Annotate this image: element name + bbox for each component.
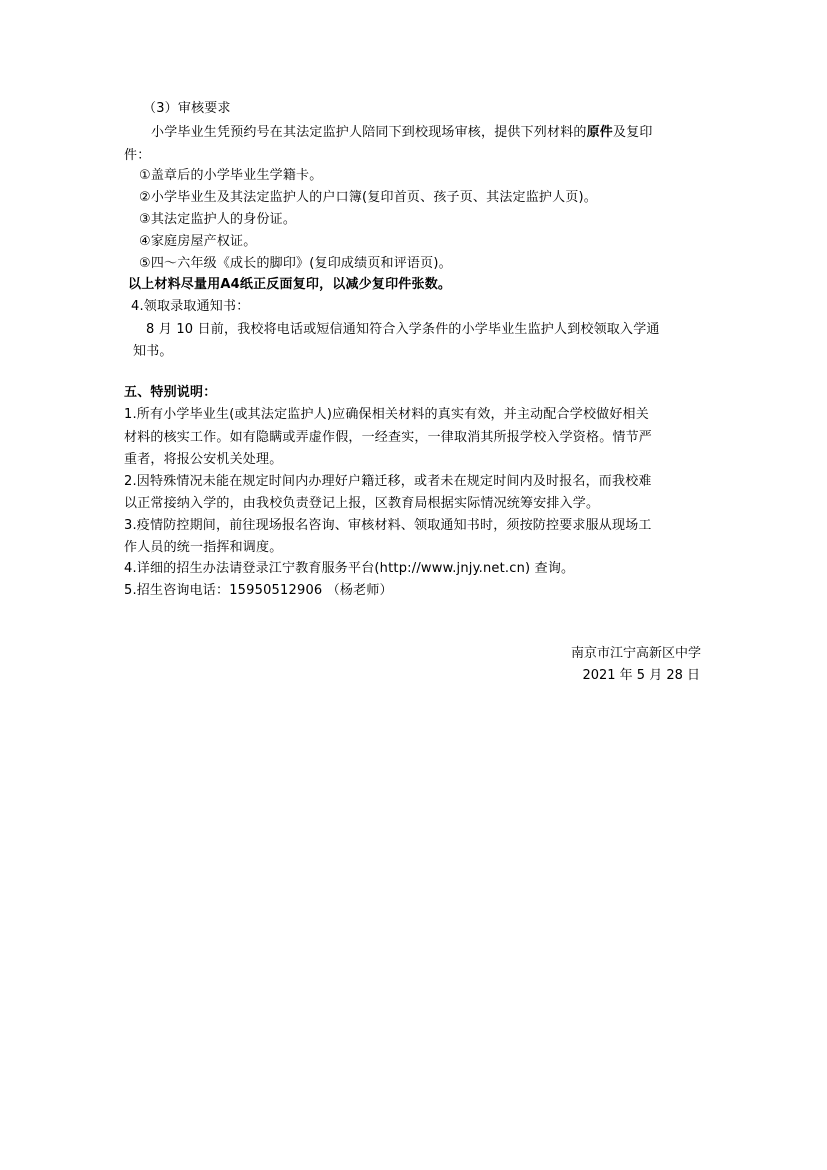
- list-item: ④家庭房屋产权证。: [139, 234, 257, 249]
- signature-date: 2021 年 5 月 28 日: [582, 668, 700, 683]
- section5-line: 5.招生咨询电话：15950512906 （杨老师）: [124, 583, 393, 598]
- section3-heading: （3）审核要求: [143, 101, 231, 116]
- section3-intro-b: 及复印: [613, 125, 653, 140]
- section5-line: 2.因特殊情况未能在规定时间内办理好户籍迁移，或者未在规定时间内及时报名，而我校难: [124, 474, 652, 489]
- list-item: ②小学毕业生及其法定监护人的户口簿(复印首页、孩子页、其法定监护人页)。: [139, 190, 597, 205]
- bold-note: 以上材料尽量用A4纸正反面复印，以减少复印件张数。: [128, 277, 452, 292]
- section3-intro: [151, 123, 653, 143]
- section3-intro-bold: 原件: [586, 125, 614, 140]
- section5-line: 以正常接纳入学的，由我校负责登记上报，区教育局根据实际情况统筹安排入学。: [124, 496, 600, 511]
- section5-heading: 五、特别说明：: [124, 385, 217, 400]
- section4-text: 8 月 10 日前，我校将电话或短信通知符合入学条件的小学毕业生监护人到校领取入学通: [146, 322, 660, 337]
- section4-heading: 4.领取录取通知书：: [131, 299, 250, 314]
- section3-intro-cont: 件：: [124, 148, 151, 163]
- list-item: ③其法定监护人的身份证。: [139, 212, 297, 227]
- section5-line: 1.所有小学毕业生(或其法定监护人)应确保相关材料的真实有效，并主动配合学校做好相关: [124, 407, 649, 422]
- section3-intro-a: 小学毕业生凭预约号在其法定监护人陪同下到校现场审核，提供下列材料的: [151, 125, 587, 140]
- section5-line: 重者，将报公安机关处理。: [124, 452, 283, 467]
- section4-text-cont: 知书。: [133, 344, 173, 359]
- signature-org: 南京市江宁高新区中学: [570, 646, 701, 661]
- section5-line: 材料的核实工作。如有隐瞒或弄虚作假，一经查实，一律取消其所报学校入学资格。情节严: [124, 430, 653, 445]
- section5-line: 4.详细的招生办法请登录江宁教育服务平台(http://www.jnjy.net.cn) 查询。: [124, 561, 575, 576]
- section5-line: 3.疫情防控期间，前往现场报名咨询、审核材料、领取通知书时，须按防控要求服从现场工: [124, 518, 652, 533]
- list-item: ⑤四～六年级《成长的脚印》(复印成绩页和评语页)。: [139, 256, 452, 271]
- section5-line: 作人员的统一指挥和调度。: [124, 540, 283, 555]
- list-item: ①盖章后的小学毕业生学籍卡。: [139, 168, 323, 183]
